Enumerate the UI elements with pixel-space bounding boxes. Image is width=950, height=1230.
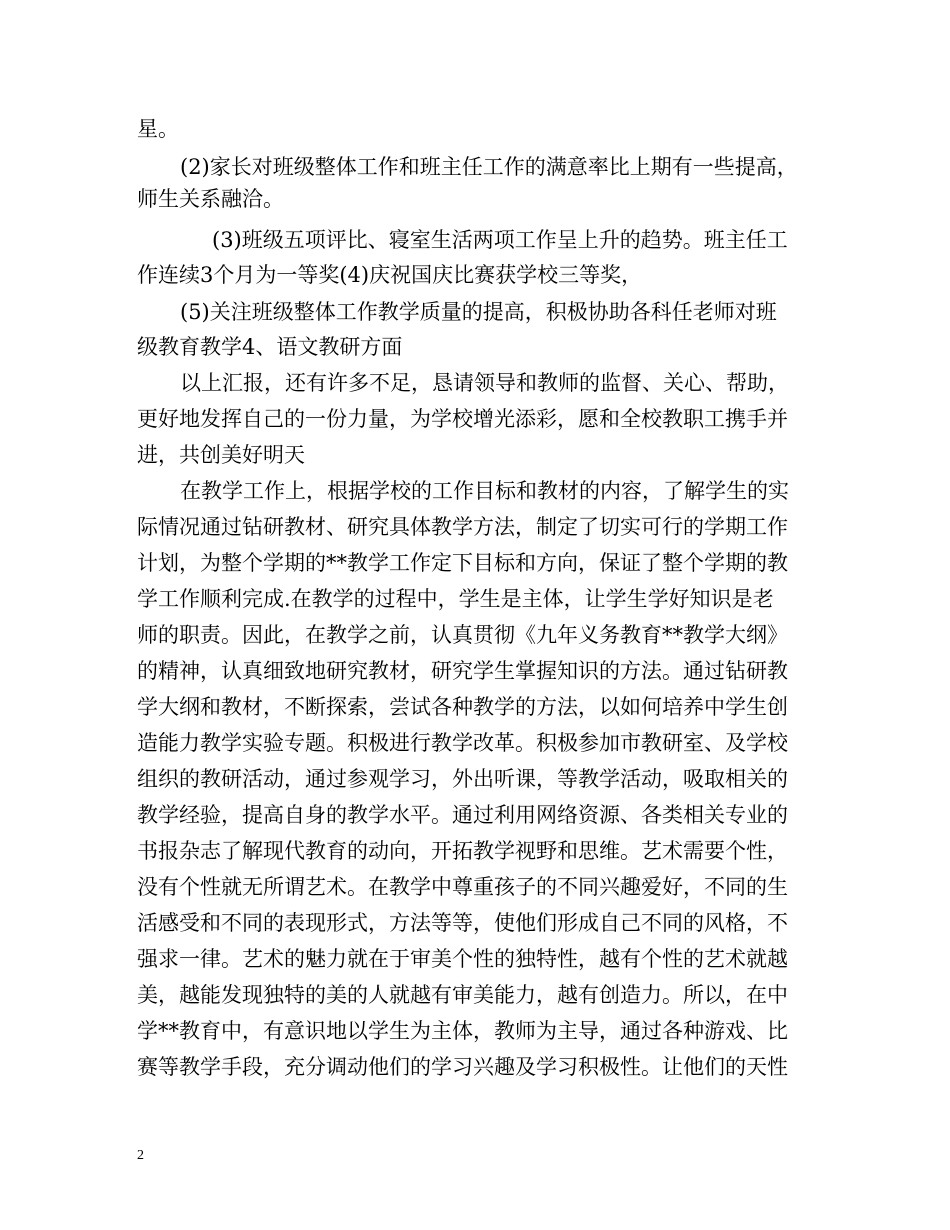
text-line: 组织的教研活动，通过参观学习，外出听课，等教学活动，吸取相关的: [137, 767, 788, 791]
text-line: 更好地发挥自己的一份力量，为学校增光添彩，愿和全校教职工携手并: [137, 407, 788, 431]
page-number: 2: [137, 1148, 144, 1163]
text-line: 进，共创美好明天: [137, 443, 305, 467]
text-line: 造能力教学实验专题。积极进行教学改革。积极参加市教研室、及学校: [137, 731, 788, 755]
text-line: 活感受和不同的表现形式，方法等等，使他们形成自己不同的风格，不: [137, 911, 788, 935]
text-line: 星。: [137, 117, 179, 141]
text-line: 以上汇报，还有许多不足，恳请领导和教师的监督、关心、帮助，: [180, 371, 789, 395]
text-line: 强求一律。艺术的魅力就在于审美个性的独特性，越有个性的艺术就越: [137, 947, 788, 971]
text-line: (2)家长对班级整体工作和班主任工作的满意率比上期有一些提高，: [180, 155, 798, 179]
text-line: 书报杂志了解现代教育的动向，开拓教学视野和思维。艺术需要个性，: [137, 839, 788, 863]
text-line: 计划，为整个学期的**教学工作定下目标和方向，保证了整个学期的教: [137, 551, 788, 575]
text-line: 师生关系融洽。: [137, 187, 284, 211]
text-line: 学大纲和教材，不断探索，尝试各种教学的方法，以如何培养中学生创: [137, 695, 788, 719]
text-line: 师的职责。因此，在教学之前，认真贯彻《九年义务教育**教学大纲》: [137, 623, 788, 647]
text-line: 学**教育中，有意识地以学生为主体，教师为主导，通过各种游戏、比: [137, 1019, 788, 1043]
text-line: 在教学工作上，根据学校的工作目标和教材的内容，了解学生的实: [180, 479, 789, 503]
text-line: 的精神，认真细致地研究教材，研究学生掌握知识的方法。通过钻研教: [137, 659, 788, 683]
text-line: 赛等教学手段，充分调动他们的学习兴趣及学习积极性。让他们的天性: [137, 1055, 788, 1079]
text-line: 没有个性就无所谓艺术。在教学中尊重孩子的不同兴趣爱好，不同的生: [137, 875, 788, 899]
text-line: (5)关注班级整体工作教学质量的提高，积极协助各科任老师对班: [180, 300, 777, 324]
text-line: 美，越能发现独特的美的人就越有审美能力，越有创造力。所以，在中: [137, 983, 788, 1007]
text-line: 际情况通过钻研教材、研究具体教学方法，制定了切实可行的学期工作: [137, 515, 788, 539]
text-line: (3)班级五项评比、寝室生活两项工作呈上升的趋势。班主任工: [212, 228, 788, 252]
text-line: 级教育教学4、语文教研方面: [137, 335, 403, 359]
text-line: 教学经验，提高自身的教学水平。通过利用网络资源、各类相关专业的: [137, 803, 788, 827]
text-line: 学工作顺利完成.在教学的过程中，学生是主体，让学生学好知识是老: [137, 587, 774, 611]
text-line: 作连续3个月为一等奖(4)庆祝国庆比赛获学校三等奖，: [137, 263, 643, 287]
